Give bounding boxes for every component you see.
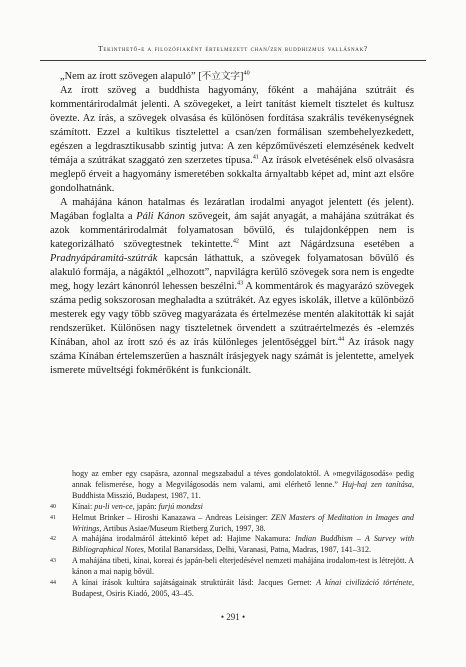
fn41-text-a: Helmut Brinker – Hiroshi Kanazawa – Andreas Leisinger: <box>72 512 271 522</box>
fn44-text-a: A kínai írások kultúra sajátságainak struktúráit lásd: Jacques Gernet: <box>72 578 317 588</box>
footnote-continuation <box>50 469 414 502</box>
fn42-text-b: , Motilal Banarsidass, Delhi, Varanasi, Patna, Madras, 1987, 141–312. <box>143 545 372 555</box>
page-number: • 291 • <box>220 612 246 622</box>
paragraph-1 <box>50 84 414 196</box>
fn43-text: A mahájána tibeti, kínai, koreai és japán-beli elterjedésével nemzeti mahájána irodalom-test is létrejött. A kánon a mai napig bővül. <box>72 556 414 577</box>
heading-cjk: 不立文字 <box>201 71 241 82</box>
p2-text-d: kapcsán láthattuk, a szövegek folyamatosan bővülő és alakuló formája, a nágáktól „elhozott”, napvilágra kerülő szövegek sora nem is engedte meg, hogy lezárt kánonról lehessen beszélni. <box>50 253 414 292</box>
p1-text-a: Az írott szöveg a buddhista hagyomány, főként a mahájána szútráit és kommentárirodalmát jelenti. A szövegeket, a leírt tanítást kiemelt tisztelet és kultusz övezte. Az írás, a szövegek olvasása és különösen fordítása szakrális tevékenységnek számított. Ezzel a kultikus tisztelettel a csan/zen formálisan szembehelyezkedett, egészen a legdrasztikusabb szintig jutva: A zen képzőművészeti elemzésének kedvelt témája a szútrákat szaggató zen szerzetes típusa. <box>50 85 414 166</box>
footnote-41 <box>50 513 414 535</box>
footnote-ref-41: 41 <box>252 153 259 161</box>
footnote-ref-43: 43 <box>236 279 244 287</box>
footnote-44 <box>50 578 414 600</box>
fn-cont-italic: Huj-haj zen tanítása <box>341 479 412 489</box>
p2-text-b: szövegeit, ám saját anyagát, a mahájána szútrákat és azok kommentárirodalmát folyamatosan bővülő, és tulajdonképpen nem is kategorizálható szövegtestnek tekintette. <box>50 211 414 250</box>
footnote-43 <box>50 556 414 578</box>
fn-cont-text-b: , Buddhista Misszió, Budapest, 1987, 11. <box>72 479 414 500</box>
footnote-ref-40: 40 <box>243 69 250 77</box>
footnotes <box>50 469 414 600</box>
heading-text: „Nem az írott szövegen alapuló” [ <box>60 71 202 82</box>
header-rule <box>40 60 426 61</box>
footnote-40 <box>50 502 414 513</box>
fn42-italic: Indian Buddhism – A Survey with Bibliographical Notes <box>72 534 414 555</box>
footnote-number: 40 <box>50 503 56 510</box>
main-text <box>50 70 414 378</box>
paragraph-2 <box>50 196 414 378</box>
fn40-italic-1: pu-li ven-ce <box>94 501 133 511</box>
p2-italic-sutras: Pradnyápáramitá-szútrák <box>50 253 158 264</box>
fn40-text-a: Kínai: <box>72 501 95 511</box>
running-head: Tekinthető-e a filozófiaként értelmezett chan/zen buddhizmus vallásnak? <box>98 44 368 53</box>
footnote-number: 44 <box>50 580 56 587</box>
heading-close: ] <box>240 71 244 82</box>
fn44-text-b: , Budapest, Osiris Kiadó, 2005, 43–45. <box>72 578 414 598</box>
p2-text-c: Mint azt Nágárdzsuna esetében a <box>239 239 414 250</box>
section-heading <box>50 70 414 84</box>
p2-text-f: Az írások nagy száma Kínában értelemszerűen a használt írásjegyek nagy számát is jelentette, amelyek ismerete műveltségi fokmérőként is funkcionált. <box>50 337 414 376</box>
fn41-italic: ZEN Masters of Meditation in Images and Writings <box>72 512 414 533</box>
fn44-italic: A kínai civilizáció története <box>316 578 412 588</box>
footnote-ref-44: 44 <box>338 335 345 343</box>
fn-cont-text-a: hogy az ember egy csapásra, azonnal megszabadul a téves gondolatoktól. A »megvilágosodás« pedig annak felismerése, hogy a Megvilágosodás nem valami, ami elérhető lenne.” <box>72 469 414 489</box>
footnote-number: 42 <box>50 536 56 543</box>
fn40-italic-2: furjú mondzsi <box>158 501 203 511</box>
footnote-number: 41 <box>50 514 56 521</box>
p1-text-b: Az írások elvetésének első olvasásra meglepő érveit a hagyomány ismeretében sokkalta árnyaltabb képet ad, mint azt elsőre gondolhatnánk. <box>50 155 414 194</box>
footnote-ref-42: 42 <box>232 237 239 245</box>
footnote-42 <box>50 534 414 556</box>
p2-italic-pali-kanon: Páli Kánon <box>136 211 186 222</box>
fn42-text-a: A mahájána irodalmáról áttekintő képet ad: Hajime Nakamura: <box>72 534 295 544</box>
fn41-text-b: , Artibus Asiae/Museum Rietberg Zurich, 1997, 38. <box>99 523 266 533</box>
p2-text-e: A kommentárok és magyarázó szövegek száma pedig sokszorosan meghaladta a szútrákét. Az egyes iskolák, illetve a különböző mesterek egy vagy több szöveg magyarázata és értelmezése mentén alakították ki saját rendszerüket. Különösen nagy tiszteletnek örvendett a szútraértelmezés és -elemzés Kínában, ahol az írott szó és az írás különleges jelentőséggel bírt. <box>50 281 414 348</box>
footnote-number: 43 <box>50 558 56 565</box>
fn40-text-b: , japán: <box>132 501 159 511</box>
p2-text-a: A mahájána kánon hatalmas és lezáratlan irodalmi anyagot jelentett (és jelent). Magában foglalta a <box>50 197 414 222</box>
